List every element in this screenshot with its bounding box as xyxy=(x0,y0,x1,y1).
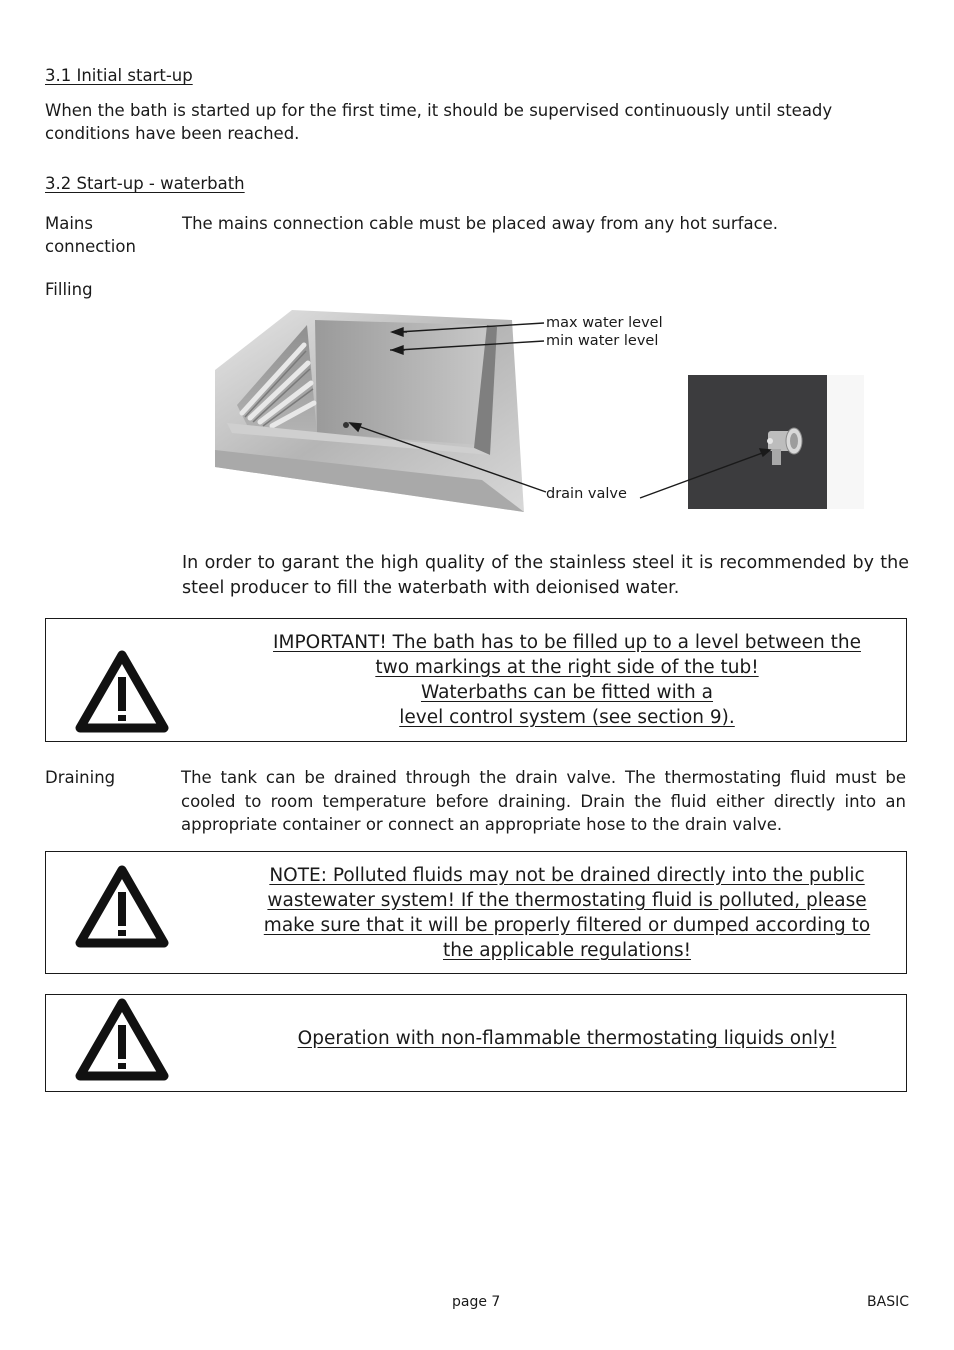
important-line-4: level control system (see section 9). xyxy=(399,707,735,728)
drain-valve-photo xyxy=(686,373,864,513)
flammable-warning-box xyxy=(45,994,907,1092)
waterbath-illustration xyxy=(212,305,532,515)
warning-triangle-icon xyxy=(74,997,170,1083)
note-line-2: wastewater system! If the thermostating fluid is polluted, please xyxy=(267,890,867,911)
drain-valve-label: drain valve xyxy=(546,486,627,502)
min-water-level-label: min water level xyxy=(546,333,659,349)
important-line-2: two markings at the right side of the tub! xyxy=(375,657,759,678)
mains-label xyxy=(45,212,136,258)
section-3-1-heading: 3.1 Initial start-up xyxy=(45,66,193,85)
note-line-1: NOTE: Polluted fluids may not be drained directly into the public xyxy=(269,865,865,886)
model-name: BASIC xyxy=(867,1294,909,1310)
important-warning-text xyxy=(256,630,878,730)
flammable-warning-text: Operation with non-flammable thermostating liquids only! xyxy=(297,1028,837,1049)
note-warning-text xyxy=(256,863,878,963)
note-line-4: the applicable regulations! xyxy=(442,940,691,961)
mains-label-line-2: connection xyxy=(45,237,136,256)
mains-text: The mains connection cable must be placed away from any hot surface. xyxy=(182,214,779,233)
note-warning-box xyxy=(45,851,907,974)
draining-label: Draining xyxy=(45,768,116,787)
draining-text: The tank can be drained through the drain valve. The thermostating fluid must be cooled to room temperature before draining. Drain the fluid either directly into an appropriate container or connect an appropriate hose to the drain valve. xyxy=(181,768,906,834)
mains-label-line-1: Mains xyxy=(45,214,93,233)
warning-triangle-icon xyxy=(74,649,170,735)
important-line-3: Waterbaths can be fitted with a xyxy=(420,682,714,703)
section-3-2-heading: 3.2 Start-up - waterbath xyxy=(45,174,245,193)
deionised-water-text: In order to garant the high quality of the stainless steel it is recommended by the steel producer to fill the waterbath with deionised water. xyxy=(182,553,909,598)
note-line-3: make sure that it will be properly filtered or dumped according to xyxy=(263,915,871,936)
important-warning-box xyxy=(45,618,907,742)
filling-label: Filling xyxy=(45,280,93,299)
warning-triangle-icon xyxy=(74,864,170,950)
important-line-1: IMPORTANT! The bath has to be filled up to a level between the xyxy=(273,632,861,653)
max-water-level-label: max water level xyxy=(546,315,663,331)
section-3-1-text: When the bath is started up for the first time, it should be supervised continuously until steady conditions have been reached. xyxy=(45,101,833,143)
page-number: page 7 xyxy=(452,1294,501,1310)
